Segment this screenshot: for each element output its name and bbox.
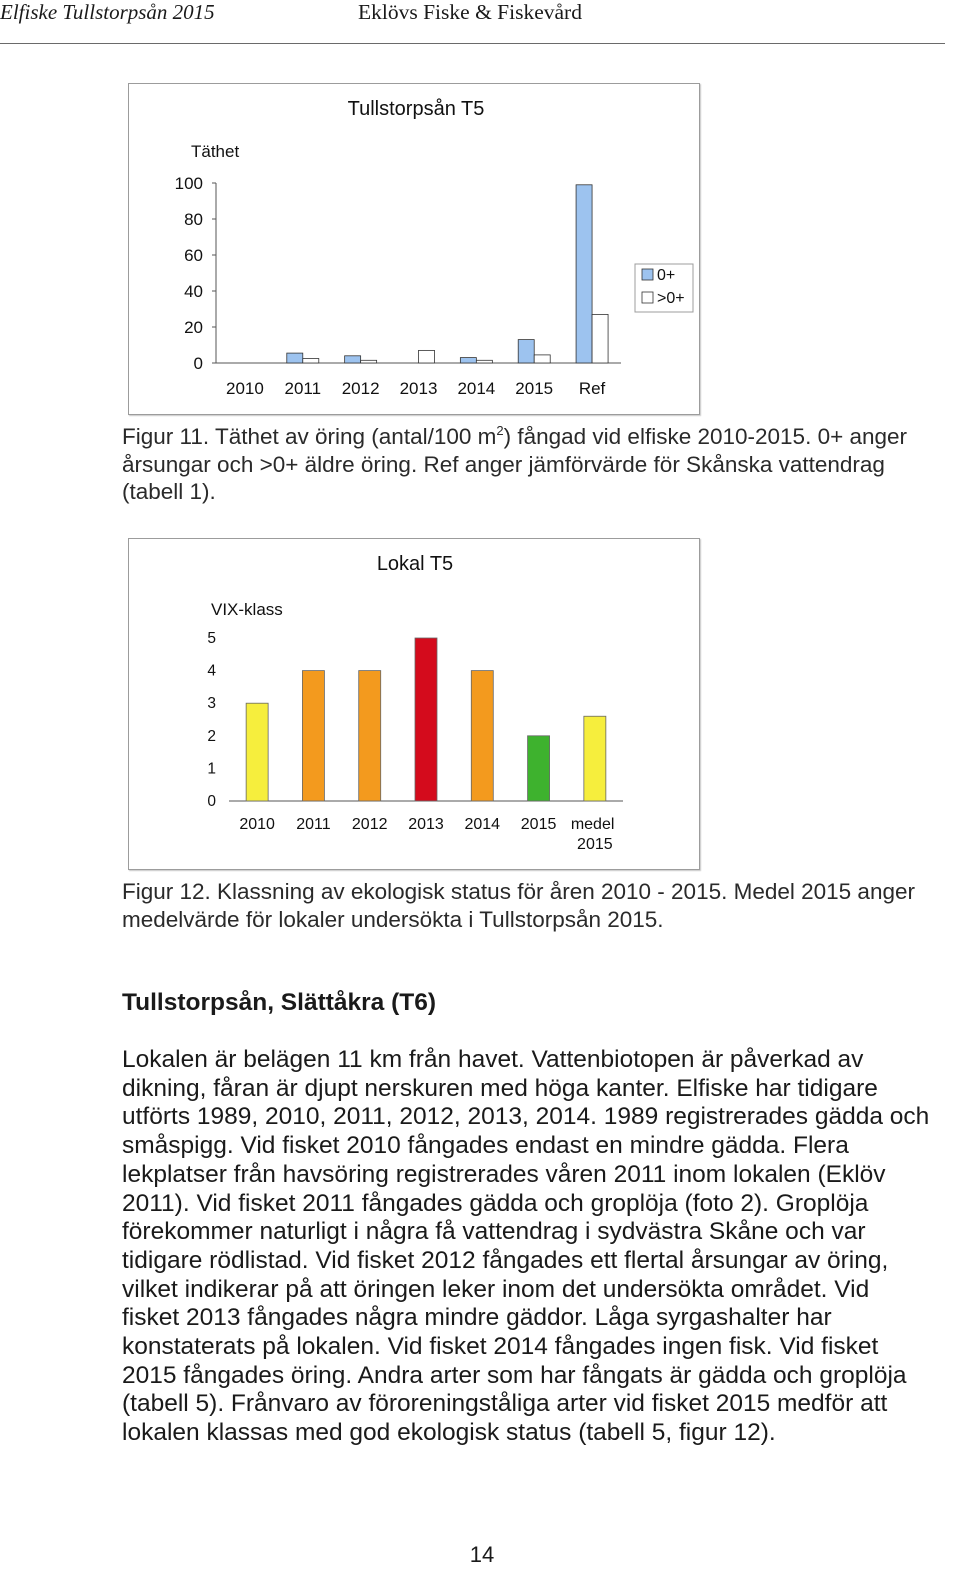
caption-line: årsungar och >0+ äldre öring. Ref anger jämförvärde för Skånska vattendrag	[122, 451, 885, 477]
body-line: fisket 2013 fångades några mindre gäddor. Låga syrgashalter har	[122, 1304, 832, 1332]
x-tick-label-line: medel	[570, 816, 619, 833]
legend-swatch	[642, 292, 653, 303]
y-tick-label: 100	[174, 174, 203, 193]
caption-text: ) fångad vid elfiske 2010-2015. 0+ anger	[503, 424, 908, 449]
x-tick-label: 2011	[284, 379, 322, 398]
caption-superscript: 2	[496, 423, 504, 438]
caption-line: medelvärde för lokaler undersökta i Tullstorpsån 2015.	[122, 907, 664, 932]
x-tick-label	[571, 816, 619, 853]
chart-plot-area	[207, 630, 623, 853]
series-1-bar	[361, 360, 377, 363]
body-line: småspigg. Vid fisket 2010 fångades endast en mindre gädda. Flera	[122, 1132, 849, 1160]
figure-11-chart-svg	[129, 84, 699, 414]
status-bar	[359, 671, 381, 801]
y-tick-label: 40	[184, 282, 203, 301]
legend-label: >0+	[657, 290, 685, 307]
series-0-bar	[576, 185, 592, 363]
x-tick-label: 2011	[296, 816, 331, 833]
section-heading: Tullstorpsån, Slättåkra (T6)	[122, 989, 437, 1016]
chart-title: Lokal T5	[376, 553, 454, 575]
y-tick-label: 0	[207, 793, 216, 810]
figure-12-caption	[122, 878, 915, 934]
legend-swatch	[642, 269, 653, 280]
y-tick-label: 3	[207, 695, 216, 713]
caption-text: Figur 11. Täthet av öring (antal/100 m	[122, 424, 497, 449]
series-1-bar	[592, 314, 608, 363]
body-line: (tabell 5). Frånvaro av föroreningståliga arter vid fisket 2015 medför att	[122, 1390, 888, 1418]
legend-label: 0+	[657, 267, 676, 284]
figure-11-chart	[128, 83, 700, 415]
y-tick-label: 80	[184, 210, 203, 229]
x-tick-label: 2012	[341, 379, 380, 398]
header-divider	[0, 43, 945, 44]
x-tick-label: 2013	[408, 816, 444, 833]
y-tick-label: 0	[193, 354, 203, 373]
body-line: konstaterats på lokalen. Vid fisket 2014 fångades ingen fisk. Vid fisket	[122, 1333, 879, 1361]
body-line: dikning, fåran är djupt nerskuren med höga kanter. Elfiske har tidigare	[122, 1074, 878, 1102]
y-tick-label: 60	[184, 246, 203, 265]
x-tick-label: 2015	[520, 816, 557, 833]
section-body	[122, 1046, 929, 1448]
x-tick-label: 2015	[515, 379, 554, 398]
chart-plot-area	[175, 174, 621, 398]
series-1-bar	[303, 359, 319, 364]
x-tick-label: 2014	[457, 379, 496, 398]
body-line: utförts 1989, 2010, 2011, 2012, 2013, 2014. 1989 registrerades gädda och	[122, 1103, 930, 1131]
chart-legend	[635, 264, 693, 312]
status-bar	[415, 638, 437, 801]
y-tick-label: 4	[207, 662, 216, 680]
body-line: 2015 fångades öring. Andra arter som har fångats är gädda och groplöja	[122, 1361, 907, 1389]
caption-line: Figur 12. Klassning av ekologisk status för åren 2010 - 2015. Medel 2015 anger	[122, 879, 915, 904]
body-line: 2011). Vid fisket 2011 fångades gädda och groplöja (foto 2). Groplöja	[122, 1189, 869, 1217]
x-tick-label: 2010	[226, 379, 264, 398]
header-author: Eklövs Fiske & Fiskevård	[358, 0, 582, 24]
y-axis-label: Täthet	[191, 142, 240, 161]
figure-12-chart-svg	[129, 539, 699, 869]
series-0-bar	[287, 353, 303, 363]
x-tick-label: 2010	[239, 816, 275, 833]
x-tick-label: 2014	[464, 816, 501, 833]
chart-title: Tullstorpsån T5	[347, 98, 485, 120]
caption-line	[122, 423, 907, 451]
body-line: vilket indikerar på att öringen leker inom det undersökta området. Vid	[122, 1275, 870, 1303]
series-1-bar	[419, 350, 435, 363]
series-0-bar	[460, 358, 476, 363]
series-0-bar	[518, 340, 534, 363]
body-line: lekplatser från havsöring registrerades våren 2011 inom lokalen (Eklöv	[122, 1160, 886, 1188]
body-line: förekommer naturligt i några få vattendrag i sydvästra Skåne och var	[122, 1218, 866, 1246]
series-0-bar	[345, 356, 361, 363]
status-bar	[584, 716, 606, 801]
status-bar	[246, 703, 268, 801]
y-axis-label: VIX-klass	[211, 600, 283, 619]
body-line: lokalen klassas med god ekologisk status (tabell 5, figur 12).	[122, 1419, 776, 1447]
status-bar	[302, 671, 324, 801]
header-report-title: Elfiske Tullstorpsån 2015	[0, 0, 215, 24]
page-number: 14	[469, 1542, 495, 1567]
figure-12-chart	[128, 538, 700, 870]
body-line: Lokalen är belägen 11 km från havet. Vattenbiotopen är påverkad av	[122, 1046, 864, 1073]
y-tick-label: 5	[207, 630, 216, 647]
x-tick-label-line: 2015	[577, 836, 613, 853]
x-tick-label: 2013	[399, 379, 438, 398]
series-1-bar	[476, 360, 492, 363]
figure-11-caption	[122, 423, 907, 506]
status-bar	[528, 736, 550, 801]
x-tick-label: Ref	[578, 379, 606, 398]
y-tick-label: 20	[184, 318, 203, 337]
body-line: tidigare rödlistad. Vid fisket 2012 fångades ett flertal årsungar av öring,	[122, 1246, 889, 1274]
series-1-bar	[534, 355, 550, 363]
y-tick-label: 2	[207, 727, 216, 745]
y-tick-label: 1	[207, 760, 216, 778]
status-bar	[471, 671, 493, 801]
x-tick-label: 2012	[351, 816, 388, 833]
caption-line: (tabell 1).	[122, 479, 216, 504]
